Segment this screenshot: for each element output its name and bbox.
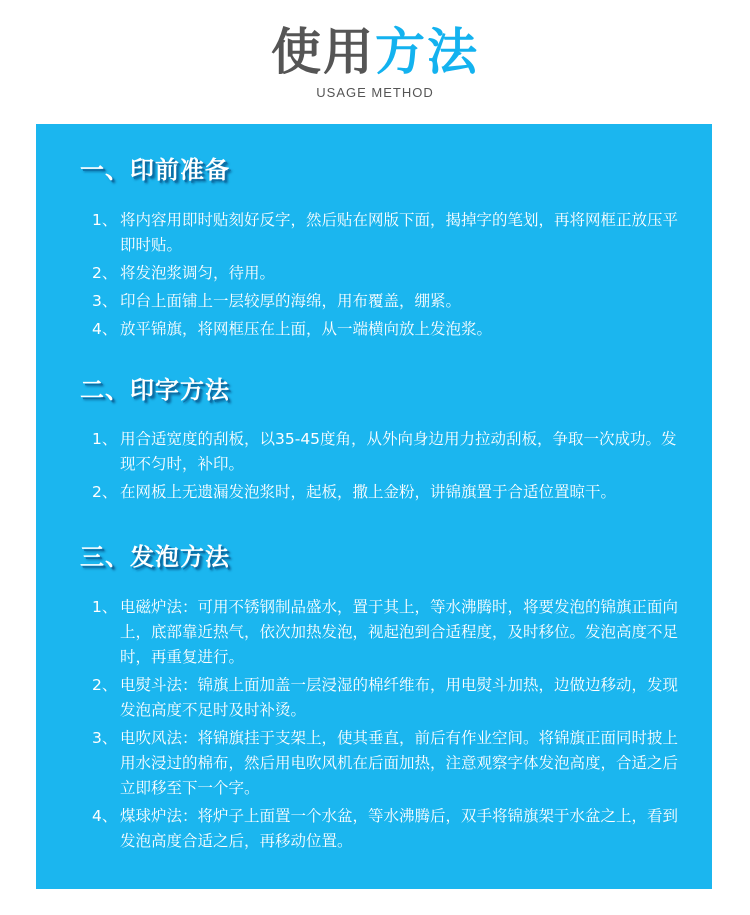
item-text: 电熨斗法：锦旗上面加盖一层浸湿的棉纤维布，用电熨斗加热，边做边移动，发现发泡高度不足时及时补烫。 bbox=[120, 676, 679, 719]
list-item bbox=[92, 726, 692, 801]
list-item bbox=[92, 261, 692, 286]
item-number: 4、 bbox=[92, 807, 118, 825]
item-text: 煤球炉法：将炉子上面置一个水盆，等水沸腾后，双手将锦旗架于水盆之上，看到发泡高度合适之后，再移动位置。 bbox=[120, 807, 679, 850]
list-item bbox=[92, 289, 692, 314]
printing-list bbox=[92, 427, 692, 505]
list-item bbox=[92, 595, 692, 670]
item-text: 用合适宽度的刮板，以35-45度角，从外向身边用力拉动刮板，争取一次成功。发现不匀时，补印。 bbox=[120, 430, 677, 473]
section-title-foaming: 三、发泡方法 bbox=[80, 543, 230, 571]
item-text: 将发泡浆调匀，待用。 bbox=[120, 264, 276, 282]
page-title-part1: 使用 bbox=[271, 23, 375, 81]
item-text: 电磁炉法：可用不锈钢制品盛水，置于其上，等水沸腾时，将要发泡的锦旗正面向上，底部靠近热气，依次加热发泡，视起泡到合适程度，及时移位。发泡高度不足时，再重复进行。 bbox=[120, 598, 679, 666]
list-item bbox=[92, 317, 692, 342]
item-text: 将内容用即时贴刻好反字，然后贴在网版下面，揭掉字的笔划，再将网框正放压平即时贴。 bbox=[120, 211, 679, 254]
item-number: 3、 bbox=[92, 729, 118, 747]
foaming-list bbox=[92, 595, 692, 854]
page-title-part2: 方法 bbox=[375, 23, 479, 81]
item-text: 放平锦旗，将网框压在上面，从一端横向放上发泡浆。 bbox=[120, 320, 493, 338]
item-number: 4、 bbox=[92, 320, 118, 338]
section-title-printing: 二、印字方法 bbox=[80, 376, 230, 404]
page-subtitle: USAGE METHOD bbox=[316, 85, 434, 100]
item-number: 1、 bbox=[92, 430, 118, 448]
item-number: 3、 bbox=[92, 292, 118, 310]
page-header bbox=[0, 0, 750, 124]
list-item bbox=[92, 804, 692, 854]
item-number: 2、 bbox=[92, 483, 118, 501]
item-text: 印台上面铺上一层较厚的海绵，用布覆盖，绷紧。 bbox=[120, 292, 462, 310]
page-title bbox=[0, 20, 750, 84]
item-text: 电吹风法：将锦旗挂于支架上，使其垂直，前后有作业空间。将锦旗正面同时披上用水浸过的棉布，然后用电吹风机在后面加热，注意观察字体发泡高度，合适之后立即移至下一个字。 bbox=[120, 729, 679, 797]
item-number: 1、 bbox=[92, 211, 118, 229]
item-number: 2、 bbox=[92, 676, 118, 694]
content-panel bbox=[36, 124, 712, 889]
prepress-list bbox=[92, 208, 692, 342]
list-item bbox=[92, 208, 692, 258]
item-number: 1、 bbox=[92, 598, 118, 616]
list-item bbox=[92, 673, 692, 723]
list-item bbox=[92, 480, 692, 505]
item-number: 2、 bbox=[92, 264, 118, 282]
item-text: 在网板上无遗漏发泡浆时，起板，撒上金粉，讲锦旗置于合适位置晾干。 bbox=[120, 483, 617, 501]
list-item bbox=[92, 427, 692, 477]
section-title-prepress: 一、印前准备 bbox=[80, 156, 230, 184]
